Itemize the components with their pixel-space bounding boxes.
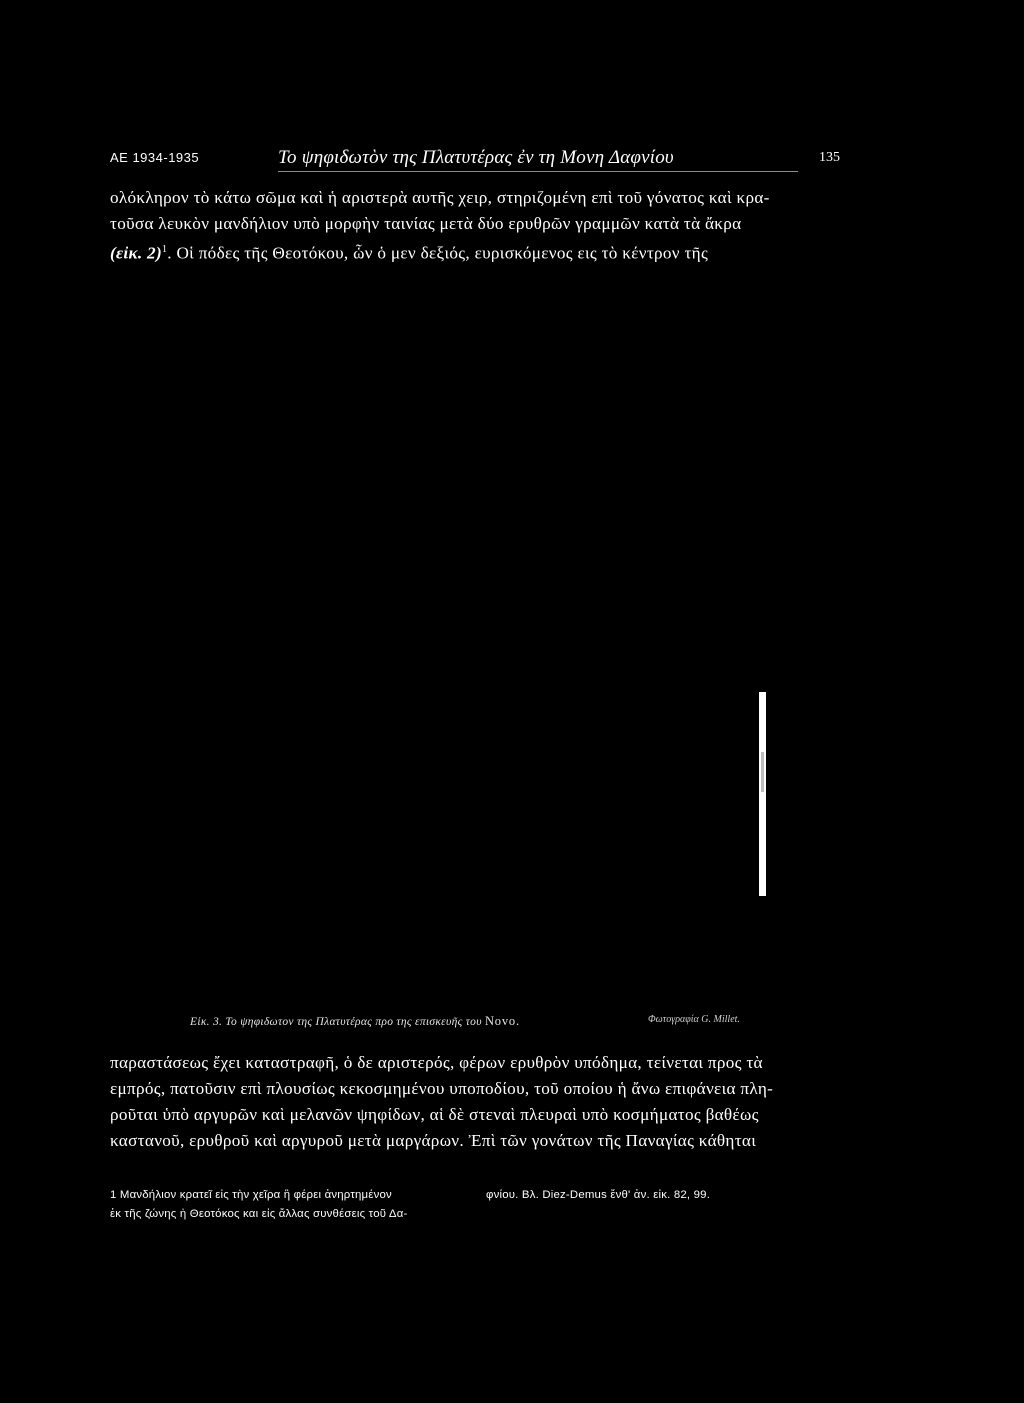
figure-photograph — [110, 295, 840, 995]
paragraph-bottom-line-2: εμπρός, πατοῦσιν επὶ πλουσίως κεκοσμημένου υποποδίου, τοῦ οποίου ἡ ἄνω επιφάνεια πλη- — [110, 1079, 774, 1098]
caption-name: Novo. — [484, 1014, 520, 1028]
footnote-line-3: φνίου. Βλ. Diez-Demus ἔνθ' ἀν. εἰκ. 82, 99. — [486, 1189, 711, 1201]
paragraph-top-line-3 — [110, 237, 840, 267]
paragraph-bottom — [110, 1050, 840, 1154]
footnote-marker: 1 — [161, 244, 168, 255]
caption-text: Το ψηφιδωτον της Πλατυτέρας προ της επισκευῆς του — [225, 1016, 482, 1028]
footnote-column-right — [486, 1186, 846, 1205]
footnote-line-2: ἐκ τῆς ζώνης ἡ Θεοτόκος και εἰς ἄλλας συνθέσεις τοῦ Δα- — [110, 1208, 408, 1220]
running-title: Το ψηφιδωτὸν της Πλατυτέρας ἐν τη Μονη Δαφνίου — [278, 147, 674, 168]
figure-caption — [190, 1014, 520, 1029]
running-head — [110, 147, 840, 174]
paragraph-bottom-line-4: καστανοῦ, ερυθροῦ καὶ αργυροῦ μετὰ μαργάρων. Ἐπὶ τῶν γονάτων τῆς Παναγίας κάθηται — [110, 1131, 757, 1150]
running-head-underline — [278, 171, 798, 172]
figure-reference: (εἰκ. 2) — [110, 243, 162, 263]
caption-label: Εἰκ. 3. — [190, 1016, 223, 1028]
footnote-column-left — [110, 1186, 480, 1224]
paragraph-top — [110, 185, 840, 267]
photo-credit: Φωτογραφία G. Millet. — [648, 1014, 740, 1025]
journal-reference: AE 1934-1935 — [110, 150, 200, 165]
figure-highlight-strip — [759, 692, 766, 896]
paragraph-bottom-line-1: παραστάσεως ἔχει καταστραφῆ, ὁ δε αριστερός, φέρων ερυθρὸν υπόδημα, τείνεται προς τὰ — [110, 1053, 763, 1072]
paragraph-top-line-1: ολόκληρον τὸ κάτω σῶμα καὶ ἡ αριστερὰ αυτῆς χειρ, στηριζομένη επὶ τοῦ γόνατος καὶ κρα- — [110, 188, 770, 207]
paragraph-top-line-2: τοῦσα λευκὸν μανδήλιον υπὸ μορφὴν ταινίας μετὰ δύο ερυθρῶν γραμμῶν κατὰ τὰ ἄκρα — [110, 214, 742, 233]
footnote-line-1: 1 Μανδήλιον κρατεῖ εἰς τὴν χεῖρα ἢ φέρει ἀνηρτημένον — [110, 1189, 392, 1201]
paragraph-bottom-line-3: ροῦται ὑπὸ αργυρῶν καὶ μελανῶν ψηφίδων, αἱ δὲ στεναὶ πλευραὶ υπὸ κοσμήματος βαθέως — [110, 1105, 759, 1124]
page-number: 135 — [819, 150, 840, 165]
paragraph-top-line-3-text: . Οἱ πόδες τῆς Θεοτόκου, ὧν ὁ μεν δεξιός, ευρισκόμενος εις τὸ κέντρον τῆς — [167, 243, 709, 263]
